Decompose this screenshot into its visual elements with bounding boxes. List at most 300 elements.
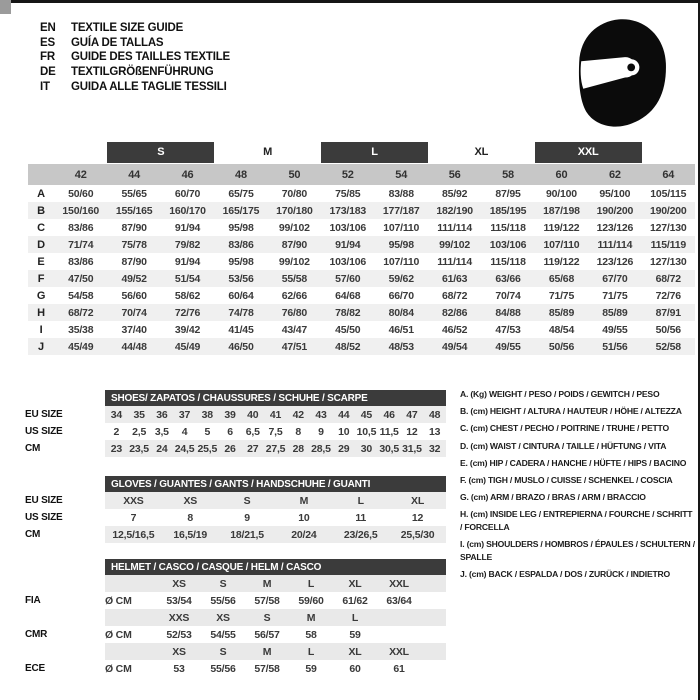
legend-item: H. (cm) INSIDE LEG / ENTREPIERNA / FOURCHE / SCHRITT / FORCELLA bbox=[460, 509, 693, 532]
measure-row-c bbox=[28, 219, 695, 236]
gloves-cell: 18/21,5 bbox=[230, 528, 264, 541]
helmet-value: 57/58 bbox=[254, 594, 280, 607]
language-code: FR bbox=[40, 51, 55, 64]
shoes-row bbox=[25, 423, 446, 440]
helmet-size: L bbox=[307, 645, 315, 658]
shoes-cell: 30,5 bbox=[379, 442, 399, 455]
measure-cell: 52/58 bbox=[655, 340, 681, 353]
measure-cell: 68/72 bbox=[68, 306, 94, 319]
helmet-value: 61/62 bbox=[342, 594, 368, 607]
measure-cell: 83/86 bbox=[68, 255, 94, 268]
measure-cell: 107/110 bbox=[543, 238, 580, 251]
shoes-cell: 13 bbox=[429, 425, 441, 438]
gloves-cells bbox=[105, 526, 446, 543]
shoes-cell: 43 bbox=[315, 408, 327, 421]
shoes-cell: 39 bbox=[224, 408, 236, 421]
measure-cell: 190/200 bbox=[650, 204, 687, 217]
shoes-cell: 34 bbox=[110, 408, 122, 421]
measure-cell: 46/52 bbox=[441, 323, 468, 336]
row-letter: J bbox=[38, 340, 44, 353]
gloves-cell: 7 bbox=[130, 511, 137, 524]
measure-cell: 44/48 bbox=[121, 340, 147, 353]
measure-cell: 71/75 bbox=[602, 289, 628, 302]
measure-cell: 72/76 bbox=[174, 306, 201, 319]
measure-cell: 71/75 bbox=[548, 289, 575, 302]
row-label: EU SIZE bbox=[25, 495, 63, 506]
size-number: 58 bbox=[502, 168, 514, 181]
size-group-l: L bbox=[321, 142, 428, 163]
helmet-size: S bbox=[219, 645, 227, 658]
measure-cell: 119/122 bbox=[543, 255, 580, 268]
measure-cell: 46/51 bbox=[388, 323, 414, 336]
helmet-value: 56/57 bbox=[254, 628, 280, 641]
shoes-cell: 2,5 bbox=[132, 425, 147, 438]
measure-cell: 56/60 bbox=[121, 289, 147, 302]
helmet-size: S bbox=[219, 577, 227, 590]
shoes-cell: 27,5 bbox=[265, 442, 286, 455]
size-number: 56 bbox=[448, 168, 461, 181]
textile-size-table bbox=[28, 141, 695, 355]
helmet-size: XXS bbox=[168, 611, 190, 624]
helmet-size-cells bbox=[105, 643, 446, 660]
shoes-cell: 37 bbox=[178, 408, 191, 421]
measure-row-d bbox=[28, 236, 695, 253]
measure-row-b bbox=[28, 202, 695, 219]
measure-cell: 79/82 bbox=[174, 238, 201, 251]
shoes-cells bbox=[105, 423, 446, 440]
gloves-table bbox=[25, 476, 446, 543]
shoes-cell: 46 bbox=[383, 408, 395, 421]
standard-label: CMR bbox=[25, 629, 48, 640]
measure-cell: 63/66 bbox=[495, 272, 521, 285]
helmet-value-cells bbox=[105, 626, 446, 643]
measure-row-i bbox=[28, 321, 695, 338]
measure-cell: 68/72 bbox=[655, 272, 681, 285]
gloves-cell: 9 bbox=[244, 511, 250, 524]
gloves-cell: 23/26,5 bbox=[343, 528, 378, 541]
gloves-cell: 16,5/19 bbox=[173, 528, 208, 541]
size-number: 60 bbox=[555, 168, 568, 181]
measure-row-h bbox=[28, 304, 695, 321]
size-number: 42 bbox=[74, 168, 87, 181]
shoes-cell: 30 bbox=[360, 442, 373, 455]
shoes-cell: 7,5 bbox=[268, 425, 283, 438]
measure-cell: 55/58 bbox=[281, 272, 307, 285]
shoes-cell: 44 bbox=[338, 408, 350, 421]
helmet-size: XXL bbox=[389, 645, 409, 658]
shoes-cell: 42 bbox=[292, 408, 304, 421]
measure-cell: 111/114 bbox=[597, 238, 633, 251]
measure-cell: 59/62 bbox=[388, 272, 414, 285]
measure-cell: 87/90 bbox=[121, 221, 147, 234]
size-number: 50 bbox=[288, 168, 301, 181]
helmet-value-cells bbox=[105, 660, 446, 677]
row-letter: A bbox=[37, 187, 45, 200]
measure-cell: 83/86 bbox=[68, 221, 94, 234]
size-number-row bbox=[28, 164, 695, 185]
row-letter: G bbox=[36, 289, 46, 302]
measure-cell: 82/86 bbox=[441, 306, 468, 319]
measure-cell: 123/126 bbox=[596, 221, 634, 234]
measure-cell: 72/76 bbox=[655, 289, 681, 302]
row-letter: F bbox=[37, 272, 45, 285]
gloves-cell: 8 bbox=[187, 511, 194, 524]
shoes-cell: 32 bbox=[429, 442, 441, 455]
gloves-row bbox=[25, 509, 446, 526]
measure-cell: 70/80 bbox=[281, 187, 307, 200]
shoes-cell: 10,5 bbox=[356, 425, 377, 438]
gloves-cell: L bbox=[357, 494, 364, 507]
measure-cell: 70/74 bbox=[121, 306, 147, 319]
gloves-cells bbox=[105, 509, 446, 526]
measure-cell: 95/98 bbox=[388, 238, 414, 251]
shoes-cell: 4 bbox=[181, 425, 188, 438]
measure-cell: 99/102 bbox=[278, 255, 310, 268]
measure-cell: 50/60 bbox=[68, 187, 94, 200]
measure-row-g bbox=[28, 287, 695, 304]
gloves-cell: XXS bbox=[123, 494, 144, 507]
helmet-value: 54/55 bbox=[210, 628, 236, 641]
gloves-table-title: GLOVES / GUANTES / GANTS / HANDSCHUHE / GUANTI bbox=[105, 476, 446, 492]
legend-item: J. (cm) BACK / ESPALDA / DOS / ZURÜCK / INDIETRO bbox=[460, 568, 671, 579]
size-number: 46 bbox=[181, 168, 194, 181]
measure-cell: 103/106 bbox=[329, 221, 367, 234]
measure-cell: 51/56 bbox=[602, 340, 628, 353]
gloves-cell: 12 bbox=[411, 511, 424, 524]
top-border-line bbox=[0, 0, 700, 3]
row-letter: H bbox=[37, 306, 45, 319]
shoes-cell: 28 bbox=[292, 442, 304, 455]
guide-title: TEXTILGRÖßENFÜHRUNG bbox=[71, 66, 214, 79]
shoes-cell: 12 bbox=[406, 425, 418, 438]
shoes-cell: 27 bbox=[247, 442, 259, 455]
gloves-cell: 10 bbox=[298, 511, 310, 524]
measure-cell: 62/66 bbox=[281, 289, 307, 302]
measure-cell: 47/50 bbox=[68, 272, 94, 285]
measure-cell: 173/183 bbox=[329, 204, 367, 217]
shoes-table bbox=[25, 390, 446, 457]
measure-cell: 103/106 bbox=[489, 238, 527, 251]
measure-cell: 46/50 bbox=[228, 340, 254, 353]
measure-cell: 85/89 bbox=[602, 306, 628, 319]
shoes-cell: 35 bbox=[133, 408, 145, 421]
shoes-cell: 26 bbox=[224, 442, 236, 455]
helmet-size-cells bbox=[105, 575, 446, 592]
measure-cell: 155/165 bbox=[115, 204, 153, 217]
measure-cell: 99/102 bbox=[439, 238, 471, 251]
helmet-size-row bbox=[25, 575, 446, 592]
measure-cell: 111/114 bbox=[437, 255, 473, 268]
size-group-xl: XL bbox=[474, 146, 489, 158]
shoes-cell: 9 bbox=[318, 425, 324, 438]
shoes-cell: 24 bbox=[156, 442, 168, 455]
gloves-row bbox=[25, 526, 446, 543]
language-row bbox=[40, 36, 230, 51]
helmet-value: 57/58 bbox=[254, 662, 280, 675]
language-code: DE bbox=[40, 66, 56, 79]
measure-cell: 35/38 bbox=[68, 323, 94, 336]
measure-cell: 160/170 bbox=[169, 204, 206, 217]
helmet-size: L bbox=[351, 611, 359, 624]
measure-cell: 60/70 bbox=[174, 187, 201, 200]
helmet-size: M bbox=[306, 611, 316, 624]
shoes-cell: 24,5 bbox=[174, 442, 195, 455]
measure-cell: 87/90 bbox=[281, 238, 307, 251]
measure-cell: 60/64 bbox=[228, 289, 254, 302]
helmet-value: 58 bbox=[305, 628, 317, 641]
measure-cell: 64/68 bbox=[335, 289, 361, 302]
guide-title: GUIDA ALLE TAGLIE TESSILI bbox=[71, 80, 227, 93]
shoes-cell: 45 bbox=[360, 408, 373, 421]
measure-cell: 87/91 bbox=[655, 306, 681, 319]
language-code: EN bbox=[40, 22, 56, 35]
shoes-cells bbox=[105, 440, 446, 457]
measure-cell: 84/88 bbox=[495, 306, 521, 319]
measure-cell: 48/52 bbox=[335, 340, 361, 353]
legend-item: B. (cm) HEIGHT / ALTURA / HAUTEUR / HÖHE / ALTEZZA bbox=[460, 406, 682, 417]
helmet-size: XS bbox=[172, 577, 186, 590]
measure-cell: 87/95 bbox=[495, 187, 521, 200]
helmet-value-row bbox=[25, 626, 446, 643]
language-row bbox=[40, 79, 230, 94]
measure-cell: 76/80 bbox=[281, 306, 307, 319]
measure-cell: 185/195 bbox=[489, 204, 527, 217]
measure-cell: 107/110 bbox=[383, 221, 420, 234]
measure-cell: 57/60 bbox=[335, 272, 361, 285]
shoes-cell: 5 bbox=[204, 425, 211, 438]
measure-cell: 45/50 bbox=[335, 323, 361, 336]
gloves-cell: M bbox=[299, 494, 309, 507]
measure-cell: 111/114 bbox=[437, 221, 473, 234]
measure-cell: 187/198 bbox=[543, 204, 580, 217]
gloves-cell: S bbox=[243, 494, 251, 507]
helmet-value-row bbox=[25, 660, 446, 677]
measure-cell: 115/118 bbox=[490, 255, 526, 268]
row-label: US SIZE bbox=[25, 426, 63, 437]
legend-item: G. (cm) ARM / BRAZO / BRAS / ARM / BRACCIO bbox=[460, 492, 646, 503]
helmet-value: 53/54 bbox=[166, 594, 192, 607]
size-number: 54 bbox=[395, 168, 408, 181]
shoes-table-title: SHOES/ ZAPATOS / CHAUSSURES / SCHUHE / SCARPE bbox=[105, 390, 446, 406]
helmet-value: 59 bbox=[349, 628, 361, 641]
measure-row-f bbox=[28, 270, 695, 287]
measure-cell: 47/51 bbox=[281, 340, 307, 353]
legend-item: D. (cm) WAIST / CINTURA / TAILLE / HÜFTUNG / VITA bbox=[460, 440, 667, 451]
measure-cell: 50/56 bbox=[548, 340, 575, 353]
standard-label: FIA bbox=[25, 595, 41, 606]
helmet-size: XL bbox=[348, 577, 362, 590]
unit-label: Ø CM bbox=[105, 594, 132, 607]
guide-title: GUÍA DE TALLAS bbox=[71, 36, 164, 49]
helmet-value: 52/53 bbox=[166, 628, 192, 641]
measurement-legend bbox=[460, 388, 696, 585]
measure-cell: 115/119 bbox=[650, 238, 686, 251]
gloves-cell: 11 bbox=[355, 511, 367, 524]
shoes-cell: 23,5 bbox=[129, 442, 149, 455]
row-letter: B bbox=[37, 204, 45, 217]
measure-cell: 99/102 bbox=[278, 221, 310, 234]
helmet-size-row bbox=[25, 609, 446, 626]
measure-row-a bbox=[28, 185, 695, 202]
helmet-value-row bbox=[25, 592, 446, 609]
size-number: 64 bbox=[662, 168, 675, 181]
measure-cell: 55/65 bbox=[121, 187, 147, 200]
measure-cell: 115/118 bbox=[490, 221, 526, 234]
measure-cell: 87/90 bbox=[121, 255, 147, 268]
helmet-icon bbox=[570, 16, 672, 134]
language-code: ES bbox=[40, 36, 55, 49]
legend-item: C. (cm) CHEST / PECHO / POITRINE / TRUHE / PETTO bbox=[460, 423, 669, 434]
shoes-cell: 6,5 bbox=[245, 425, 260, 438]
language-code: IT bbox=[40, 80, 50, 93]
corner-artifact bbox=[0, 0, 11, 14]
shoes-cell: 10 bbox=[338, 425, 350, 438]
row-label: EU SIZE bbox=[25, 409, 63, 420]
measure-cell: 105/115 bbox=[650, 187, 687, 200]
shoes-row bbox=[25, 440, 446, 457]
shoes-cell: 36 bbox=[156, 408, 168, 421]
measure-cell: 39/42 bbox=[174, 323, 201, 336]
helmet-size: XS bbox=[216, 611, 230, 624]
row-letter: E bbox=[37, 255, 45, 268]
size-group-empty bbox=[642, 142, 695, 163]
measure-cell: 170/180 bbox=[276, 204, 313, 217]
measure-cell: 103/106 bbox=[329, 255, 367, 268]
shoes-row bbox=[25, 406, 446, 423]
shoes-cell: 11,5 bbox=[379, 425, 399, 438]
size-group-m: M bbox=[263, 146, 273, 158]
measure-cell: 165/175 bbox=[222, 204, 260, 217]
measure-cell: 83/88 bbox=[388, 187, 414, 200]
measure-cell: 48/53 bbox=[388, 340, 414, 353]
measure-cell: 70/74 bbox=[495, 289, 521, 302]
shoes-cell: 40 bbox=[247, 408, 259, 421]
measure-cell: 43/47 bbox=[281, 323, 307, 336]
measure-cell: 45/49 bbox=[68, 340, 94, 353]
measure-cell: 54/58 bbox=[68, 289, 94, 302]
standard-label: ECE bbox=[25, 663, 45, 674]
helmet-table-title: HELMET / CASCO / CASQUE / HELM / CASCO bbox=[105, 559, 446, 575]
measure-cell: 71/74 bbox=[68, 238, 94, 251]
gloves-cell: 25,5/30 bbox=[400, 528, 435, 541]
helmet-value: 61 bbox=[393, 662, 405, 675]
helmet-value: 63/64 bbox=[386, 594, 412, 607]
measure-cell: 47/53 bbox=[495, 323, 521, 336]
size-group-row bbox=[28, 141, 695, 164]
helmet-value-cells bbox=[105, 592, 446, 609]
row-letter: I bbox=[39, 323, 43, 336]
legend-item: A. (Kg) WEIGHT / PESO / POIDS / GEWITCH / PESO bbox=[460, 389, 660, 399]
measure-cell: 127/130 bbox=[650, 221, 687, 234]
measure-cell: 78/82 bbox=[335, 306, 361, 319]
row-letter: D bbox=[37, 238, 45, 251]
helmet-size-cells bbox=[105, 609, 446, 626]
unit-label: Ø CM bbox=[105, 662, 132, 675]
guide-title: TEXTILE SIZE GUIDE bbox=[71, 22, 184, 35]
measure-cell: 45/49 bbox=[174, 340, 201, 353]
measure-cell: 68/72 bbox=[441, 289, 468, 302]
measure-cell: 85/92 bbox=[441, 187, 468, 200]
language-title-list bbox=[40, 21, 230, 94]
shoes-cell: 38 bbox=[201, 408, 213, 421]
gloves-row bbox=[25, 492, 446, 509]
shoes-cell: 23 bbox=[110, 442, 122, 455]
helmet-value: 53 bbox=[173, 662, 185, 675]
size-number: 52 bbox=[341, 168, 354, 181]
gloves-cell: 20/24 bbox=[291, 528, 317, 541]
measure-row-j bbox=[28, 338, 695, 355]
measure-cell: 91/94 bbox=[174, 255, 201, 268]
measure-cell: 53/56 bbox=[228, 272, 254, 285]
helmet-size: XXL bbox=[389, 577, 409, 590]
measure-row-e bbox=[28, 253, 695, 270]
gloves-cell: XS bbox=[183, 494, 198, 507]
language-row bbox=[40, 65, 230, 80]
measure-cell: 177/187 bbox=[382, 204, 420, 217]
measure-cell: 74/78 bbox=[228, 306, 254, 319]
language-row bbox=[40, 50, 230, 65]
shoes-cell: 6 bbox=[227, 425, 233, 438]
size-number: 62 bbox=[608, 168, 621, 181]
size-group-empty bbox=[28, 142, 107, 163]
shoes-cell: 47 bbox=[406, 408, 418, 421]
gloves-cell: 12,5/16,5 bbox=[112, 528, 155, 541]
measure-cell: 75/78 bbox=[121, 238, 147, 251]
measure-cell: 150/160 bbox=[62, 204, 99, 217]
measure-cell: 182/190 bbox=[436, 204, 473, 217]
measure-cell: 119/122 bbox=[543, 221, 580, 234]
row-label: CM bbox=[25, 529, 41, 540]
helmet-value: 55/56 bbox=[210, 594, 236, 607]
guide-title: GUIDE DES TAILLES TEXTILE bbox=[71, 51, 230, 64]
shoes-cell: 41 bbox=[269, 408, 282, 421]
shoes-cell: 25,5 bbox=[197, 442, 218, 455]
helmet-size: S bbox=[263, 611, 271, 624]
measure-cell: 65/68 bbox=[548, 272, 575, 285]
size-number: 44 bbox=[128, 168, 141, 181]
helmet-value: 59/60 bbox=[298, 594, 324, 607]
measure-cell: 49/55 bbox=[602, 323, 628, 336]
unit-label: Ø CM bbox=[105, 628, 132, 641]
measure-cell: 49/52 bbox=[121, 272, 147, 285]
measure-cell: 95/98 bbox=[228, 221, 254, 234]
shoes-cell: 31,5 bbox=[402, 442, 422, 455]
measure-cell: 48/54 bbox=[548, 323, 575, 336]
helmet-size: M bbox=[262, 645, 272, 658]
measure-cell: 95/98 bbox=[228, 255, 254, 268]
measure-cell: 83/86 bbox=[228, 238, 254, 251]
helmet-size: M bbox=[262, 577, 272, 590]
helmet-value: 60 bbox=[349, 662, 361, 675]
measure-cell: 61/63 bbox=[441, 272, 468, 285]
measure-cell: 190/200 bbox=[596, 204, 634, 217]
measure-cell: 95/100 bbox=[599, 187, 631, 200]
size-group-xxl: XXL bbox=[535, 142, 642, 163]
measure-cell: 37/40 bbox=[121, 323, 147, 336]
measure-cell: 107/110 bbox=[383, 255, 420, 268]
measure-cell: 75/85 bbox=[335, 187, 361, 200]
measure-cell: 51/54 bbox=[174, 272, 201, 285]
language-row bbox=[40, 21, 230, 36]
measure-cell: 49/54 bbox=[441, 340, 468, 353]
shoes-cell: 3,5 bbox=[154, 425, 169, 438]
legend-item: F. (cm) TIGH / MUSLO / CUISSE / SCHENKEL / COSCIA bbox=[460, 474, 673, 485]
measure-cell: 127/130 bbox=[650, 255, 687, 268]
helmet-size: XL bbox=[348, 645, 362, 658]
shoes-cell: 28,5 bbox=[311, 442, 331, 455]
helmet-value: 59 bbox=[305, 662, 317, 675]
measure-cell: 50/56 bbox=[655, 323, 681, 336]
